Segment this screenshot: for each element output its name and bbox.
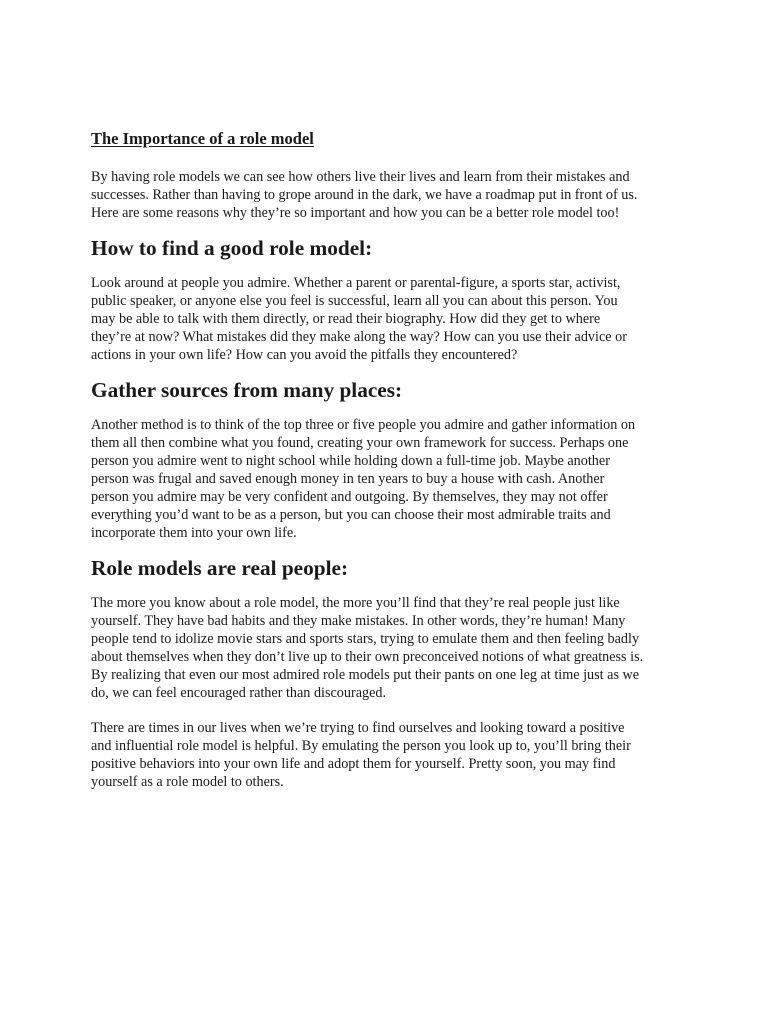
section-heading-real-people: Role models are real people: — [91, 556, 349, 580]
section-paragraph — [91, 274, 681, 364]
document-title: The Importance of a role model — [91, 129, 314, 148]
section-paragraph — [91, 719, 681, 791]
text-line: do, we can feel encouraged rather than discouraged. — [91, 685, 387, 701]
text-line: person was frugal and saved enough money in ten years to buy a house with cash. Another — [91, 471, 605, 487]
text-line: yourself as a role model to others. — [91, 774, 284, 790]
section-paragraph — [91, 416, 681, 542]
text-line: Another method is to think of the top three or five people you admire and gather information on — [91, 417, 636, 433]
document-body — [91, 128, 681, 808]
text-line: There are times in our lives when we’re trying to find ourselves and looking toward a positive — [91, 720, 625, 736]
intro-paragraph — [91, 168, 681, 222]
text-line: actions in your own life? How can you avoid the pitfalls they encountered? — [91, 347, 518, 363]
text-line: them all then combine what you found, creating your own framework for success. Perhaps one — [91, 435, 629, 451]
text-line: incorporate them into your own life. — [91, 525, 297, 541]
text-line: By realizing that even our most admired role models put their pants on one leg at time just as we — [91, 667, 640, 683]
text-line: everything you’d want to be as a person, but you can choose their most admirable traits and — [91, 507, 611, 523]
text-line: and influential role model is helpful. By emulating the person you look up to, you’ll bring their — [91, 738, 631, 754]
text-line: about themselves when they don’t live up to their own preconceived notions of what greatness is. — [91, 649, 644, 665]
text-line: person you admire went to night school while holding down a full-time job. Maybe another — [91, 453, 610, 469]
text-line: may be able to talk with them directly, or read their biography. How did they get to where — [91, 311, 601, 327]
section-heading-gather-sources: Gather sources from many places: — [91, 378, 403, 402]
section-heading-find-role-model: How to find a good role model: — [91, 236, 373, 260]
text-line: public speaker, or anyone else you feel is successful, learn all you can about this person. You — [91, 293, 618, 309]
text-line: yourself. They have bad habits and they make mistakes. In other words, they’re human! Many — [91, 613, 626, 629]
text-line: person you admire may be very confident and outgoing. By themselves, they may not offer — [91, 489, 608, 505]
section-paragraph — [91, 594, 681, 702]
text-line: successes. Rather than having to grope around in the dark, we have a roadmap put in front of us. — [91, 187, 638, 203]
text-line: Here are some reasons why they’re so important and how you can be a better role model too! — [91, 205, 620, 221]
text-line: Look around at people you admire. Whether a parent or parental-figure, a sports star, activist, — [91, 275, 621, 291]
text-line: they’re at now? What mistakes did they make along the way? How can you use their advice or — [91, 329, 627, 345]
text-line: The more you know about a role model, the more you’ll find that they’re real people just like — [91, 595, 620, 611]
text-line: people tend to idolize movie stars and sports stars, trying to emulate them and then feeling badly — [91, 631, 640, 647]
text-line: By having role models we can see how others live their lives and learn from their mistakes and — [91, 169, 630, 185]
text-line: positive behaviors into your own life and adopt them for yourself. Pretty soon, you may find — [91, 756, 616, 772]
